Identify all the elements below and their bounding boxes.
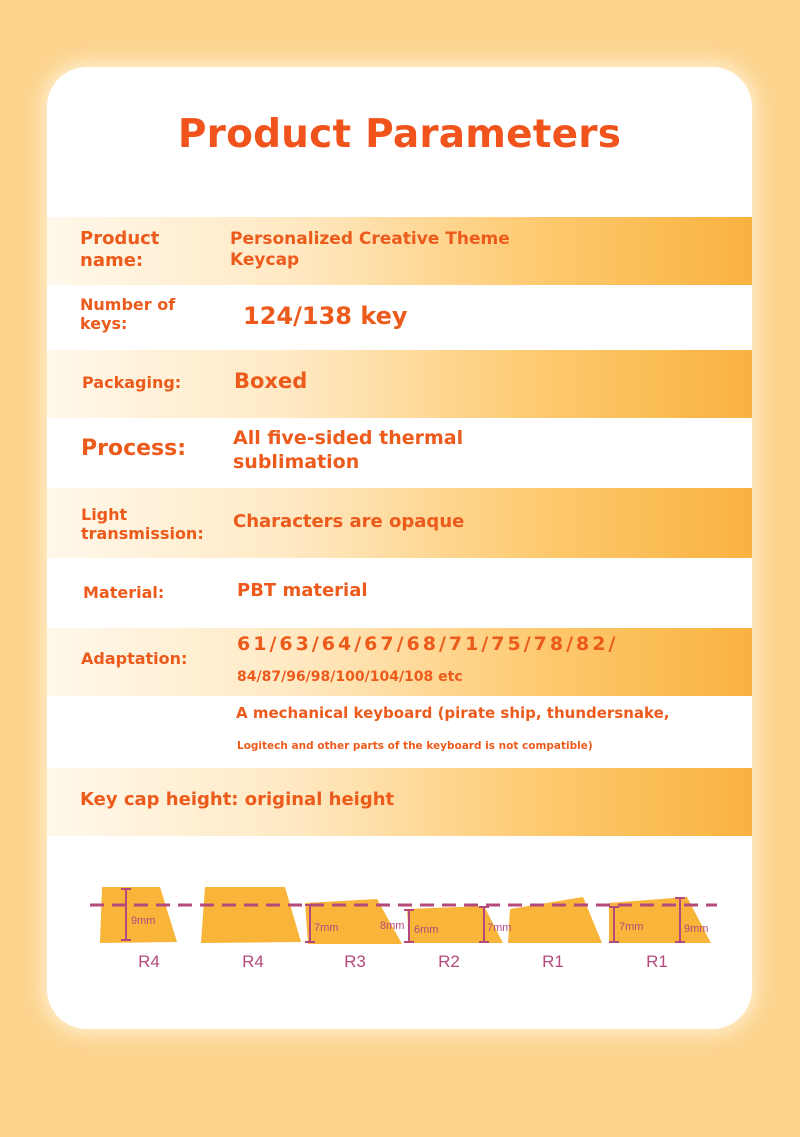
row-label: R4 bbox=[138, 952, 160, 971]
row-labels bbox=[138, 952, 668, 971]
param-value-adaptation-line1: 61/63/64/67/68/71/75/78/82/ bbox=[237, 633, 619, 655]
param-value-line: Personalized Creative Theme bbox=[230, 229, 510, 249]
row-label: R1 bbox=[542, 952, 564, 971]
param-label-process: Process: bbox=[81, 436, 187, 461]
dimension-label: 7mm bbox=[619, 921, 644, 933]
dimension-label: 7mm bbox=[314, 922, 339, 934]
row-label: R3 bbox=[344, 952, 366, 971]
dimension-label: 9mm bbox=[131, 915, 156, 927]
keycap-r4 bbox=[201, 887, 301, 943]
param-label-line: keys: bbox=[80, 314, 128, 334]
dimension-label: 6mm bbox=[414, 924, 439, 936]
param-value-line: sublimation bbox=[233, 450, 360, 473]
row-label: R4 bbox=[242, 952, 264, 971]
param-label-line: Product bbox=[80, 228, 160, 249]
dimension-label: 7mm bbox=[487, 922, 512, 934]
dimension-label: 8mm bbox=[380, 920, 405, 932]
row-label: R2 bbox=[438, 952, 460, 971]
keycap-profile-diagram bbox=[47, 67, 752, 1029]
param-value-line: All five-sided thermal bbox=[233, 427, 464, 449]
keycap-shapes bbox=[100, 887, 711, 944]
param-value-line: Keycap bbox=[230, 250, 300, 271]
param-label-packaging: Packaging: bbox=[82, 373, 182, 392]
parameters-card bbox=[47, 67, 752, 1029]
param-label-adaptation: Adaptation: bbox=[81, 649, 188, 668]
param-label-line: Light bbox=[81, 505, 128, 524]
param-label-line: name: bbox=[80, 249, 144, 271]
param-label-key-cap-height: Key cap height: original height bbox=[80, 789, 395, 810]
param-value-packaging: Boxed bbox=[234, 369, 308, 393]
param-value-compatibility-line1: A mechanical keyboard (pirate ship, thundersnake, bbox=[236, 704, 670, 722]
param-value-compatibility-line2: Logitech and other parts of the keyboard is not compatible) bbox=[237, 740, 593, 752]
param-value-number-of-keys: 124/138 key bbox=[243, 302, 408, 330]
dimension-label: 9mm bbox=[684, 923, 709, 935]
param-value-material: PBT material bbox=[237, 580, 368, 601]
row-label: R1 bbox=[646, 952, 668, 971]
param-label-line: transmission: bbox=[81, 524, 204, 544]
param-value-light-transmission: Characters are opaque bbox=[233, 511, 465, 532]
param-value-adaptation-line2: 84/87/96/98/100/104/108 etc bbox=[237, 669, 463, 685]
page-title: Product Parameters bbox=[177, 112, 622, 157]
param-label-material: Material: bbox=[83, 583, 165, 602]
param-label-line: Number of bbox=[80, 295, 176, 314]
